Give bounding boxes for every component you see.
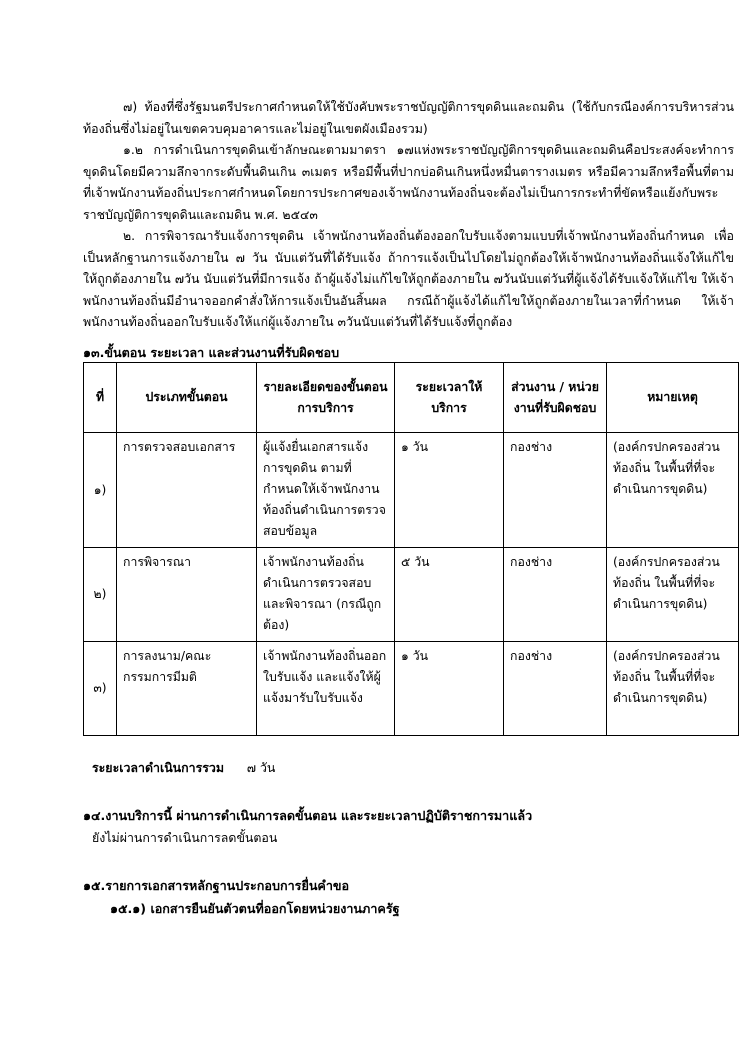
table-row (84, 433, 739, 548)
row-duration: ๕ วัน (395, 548, 504, 642)
header-no: ที่ (84, 363, 117, 433)
paragraph-item-7: ๗) ท้องที่ซึ่งรัฐมนตรีประกาศกำหนดให้ใช้บังคับพระราชบัญญัติการขุดดินและถมดิน (ใช้กับกรณีองค์การบริหารส่วนท้องถิ่นซึ่งไม่อยู่ในเขตควบคุมอาคารและไม่อยู่ในเขตผังเมืองรวม) (83, 99, 734, 136)
row-note: (องค์กรปกครองส่วนท้องถิ่น ในพื้นที่ที่จะดำเนินการขุดดิน) (607, 642, 739, 736)
total-duration (92, 759, 275, 778)
header-unit: ส่วนงาน / หน่วยงานที่รับผิดชอบ (504, 363, 607, 433)
section-15-1-title: ๑๕.๑) เอกสารยืนยันตัวตนที่ออกโดยหน่วยงานภาครัฐ (110, 901, 400, 916)
row-detail: เจ้าพนักงานท้องถิ่นดำเนินการตรวจสอบและพิจารณา (กรณีถูกต้อง) (257, 548, 395, 642)
table-row (84, 548, 739, 642)
row-no: ๒) (84, 548, 117, 642)
header-duration: ระยะเวลาให้บริการ (395, 363, 504, 433)
row-type: การตรวจสอบเอกสาร (117, 433, 257, 548)
row-note: (องค์กรปกครองส่วนท้องถิ่น ในพื้นที่ที่จะดำเนินการขุดดิน) (607, 433, 739, 548)
header-detail: รายละเอียดของขั้นตอนการบริการ (257, 363, 395, 433)
row-duration: ๑ วัน (395, 433, 504, 548)
section-14-text: ยังไม่ผ่านการดำเนินการลดขั้นตอน (92, 830, 278, 845)
row-no: ๓) (84, 642, 117, 736)
total-duration-label: ระยะเวลาดำเนินการรวม (92, 760, 225, 775)
row-detail: ผู้แจ้งยื่นเอกสารแจ้งการขุดดิน ตามที่กำหนดให้เจ้าพนักงานท้องถิ่นดำเนินการตรวจสอบข้อมูล (257, 433, 395, 548)
row-duration: ๑ วัน (395, 642, 504, 736)
table-header-row (84, 363, 739, 433)
row-unit: กองช่าง (504, 548, 607, 642)
row-detail: เจ้าพนักงานท้องถิ่นออกใบรับแจ้ง และแจ้งให้ผู้แจ้งมารับใบรับแจ้ง (257, 642, 395, 736)
paragraph-2: ๒. การพิจารณารับแจ้งการขุดดิน เจ้าพนักงานท้องถิ่นต้องออกใบรับแจ้งตามแบบที่เจ้าพนักงานท้องถิ่นกำหนด เพื่อเป็นหลักฐานการแจ้งภายใน ๗ วัน นับแต่วันที่ได้รับแจ้ง ถ้าการแจ้งเป็นไปโดยไม่ถูกต้องให้เจ้าพนักงานท้องถิ่นแจ้งให้แก้ไขให้ถูกต้องภายใน ๗วัน นับแต่วันที่มีการแจ้ง ถ้าผู้แจ้งไม่แก้ไขให้ถูกต้องภายใน ๗วันนับแต่วันที่ผู้แจ้งได้รับแจ้งให้แก้ไข ให้เจ้าพนักงานท้องถิ่นมีอำนาจออกคำสั่งให้การแจ้งเป็นอันสิ้นผล กรณีถ้าผู้แจ้งได้แก้ไขให้ถูกต้องภายในเวลาที่กำหนด ให้เจ้าพนักงานท้องถิ่นออกใบรับแจ้งให้แก่ผู้แจ้งภายใน ๓วันนับแต่วันที่ได้รับแจ้งที่ถูกต้อง (83, 228, 734, 329)
row-type: การพิจารณา (117, 548, 257, 642)
paragraph-1-2: ๑.๒ การดำเนินการขุดดินเข้าลักษณะตามมาตรา ๑๗แห่งพระราชบัญญัติการขุดดินและถมดินคือประสงค์จะทำการขุดดินโดยมีความลึกจากระดับพื้นดินเกิน ๓เมตร หรือมีพื้นที่ปากบ่อดินเกินหนึ่งหมื่นตารางเมตร หรือมีความลึกหรือพื้นที่ตามที่เจ้าพนักงานท้องถิ่นประกาศกำหนดโดยการประกาศของเจ้าพนักงานท้องถิ่นจะต้องไม่เป็นการกระทำที่ขัดหรือแย้งกับพระราชบัญญัติการขุดดินและถมดิน พ.ศ. ๒๕๔๓ (83, 142, 734, 222)
row-unit: กองช่าง (504, 642, 607, 736)
row-note: (องค์กรปกครองส่วนท้องถิ่น ในพื้นที่ที่จะดำเนินการขุดดิน) (607, 548, 739, 642)
row-unit: กองช่าง (504, 433, 607, 548)
steps-table (83, 362, 739, 736)
row-no: ๑) (84, 433, 117, 548)
table-row (84, 642, 739, 736)
header-type: ประเภทขั้นตอน (117, 363, 257, 433)
header-note: หมายเหตุ (607, 363, 739, 433)
section-13-title: ๑๓.ขั้นตอน ระยะเวลา และส่วนงานที่รับผิดชอบ (83, 345, 340, 360)
total-duration-value: ๗ วัน (246, 760, 276, 775)
section-14-title: ๑๔.งานบริการนี้ ผ่านการดำเนินการลดขั้นตอน และระยะเวลาปฏิบัติราชการมาแล้ว (83, 808, 533, 823)
row-type: การลงนาม/คณะกรรมการมีมติ (117, 642, 257, 736)
section-15-title: ๑๕.รายการเอกสารหลักฐานประกอบการยื่นคำขอ (83, 878, 350, 893)
